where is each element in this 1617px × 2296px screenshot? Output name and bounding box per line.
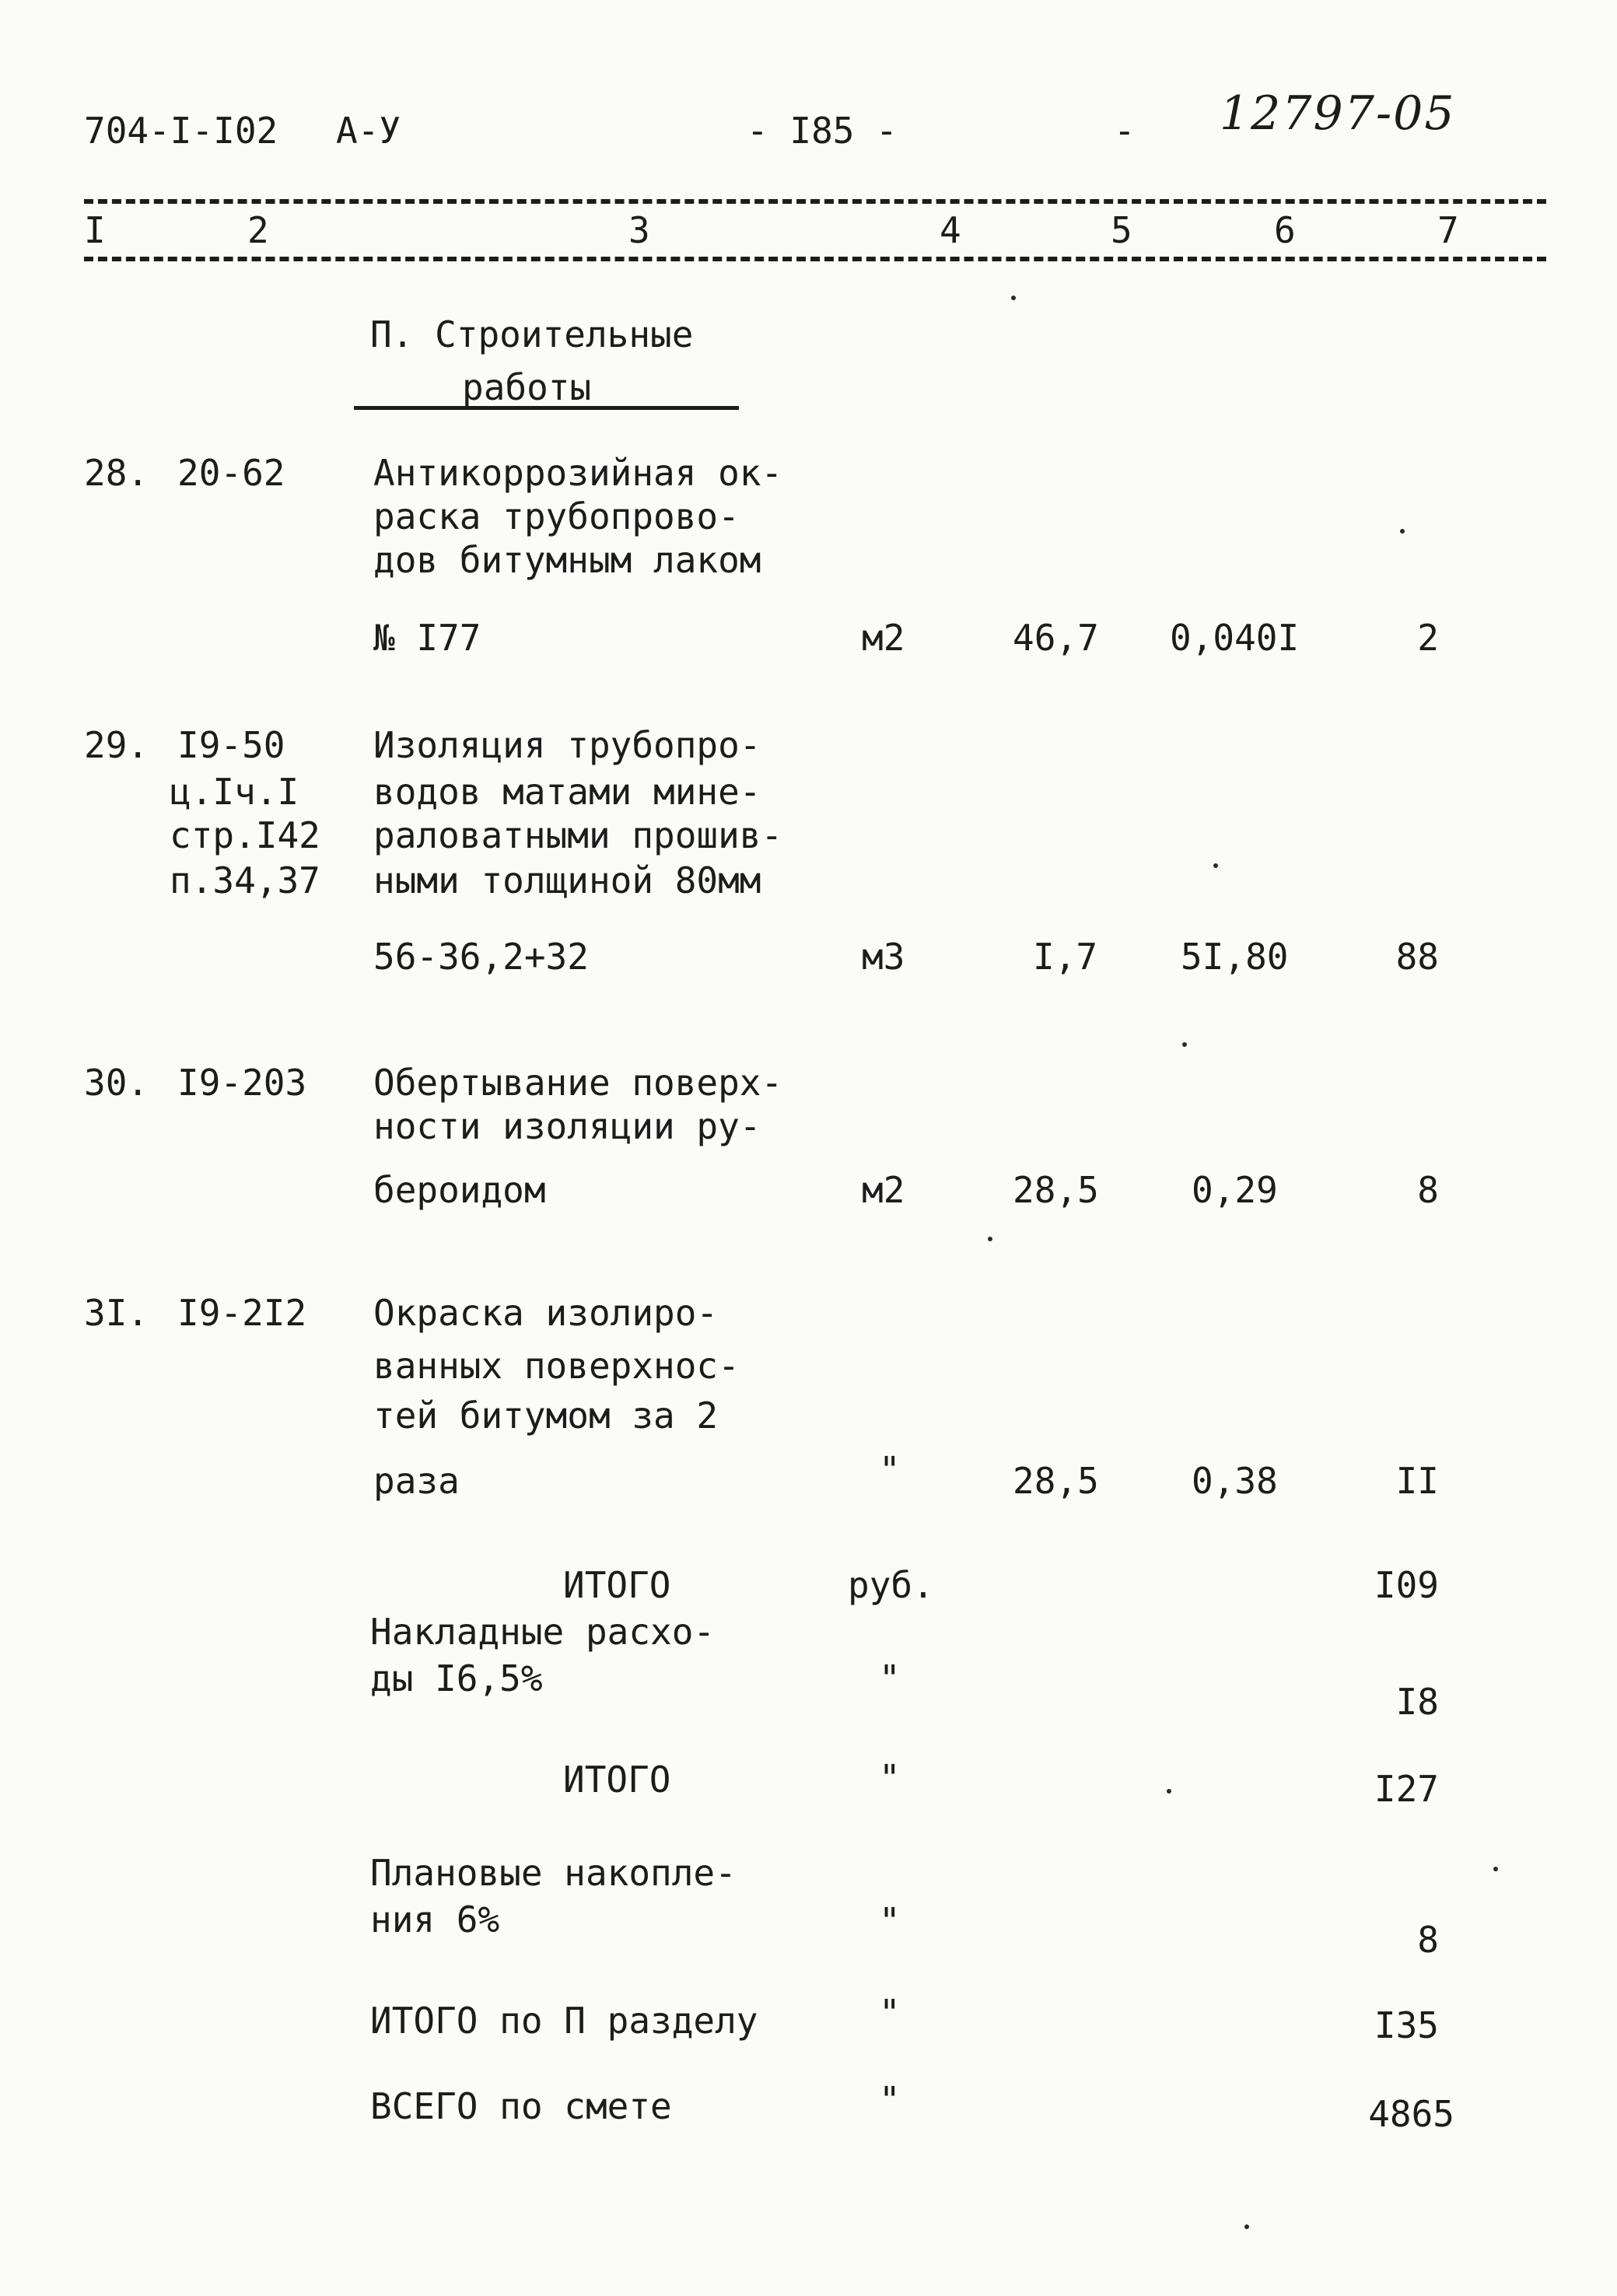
unit-price: 0,040I	[1170, 617, 1300, 659]
scan-speck	[1167, 1789, 1171, 1794]
column-number: I	[84, 209, 106, 251]
work-description: Обертывание поверх-	[373, 1062, 783, 1104]
total-value: I8	[1395, 1681, 1439, 1723]
unit: м3	[862, 936, 905, 978]
scan-speck	[1400, 529, 1405, 534]
total-unit: "	[879, 1900, 901, 1942]
total-value: I35	[1374, 2004, 1439, 2046]
total-cost: 8	[1417, 1169, 1439, 1211]
norm-code: I9-50	[177, 724, 285, 766]
total-cost: 88	[1395, 936, 1439, 978]
scan-speck	[1011, 296, 1016, 300]
column-numbers-row	[84, 208, 1546, 260]
scan-speck	[1493, 1867, 1498, 1871]
row-number: 30.	[84, 1062, 149, 1104]
row-number: 29.	[84, 724, 149, 766]
document-suffix: А-У	[336, 110, 401, 152]
total-value: 8	[1417, 1919, 1439, 1961]
total-value: 4865	[1368, 2093, 1454, 2135]
column-number: 2	[247, 209, 269, 251]
column-number: 6	[1274, 209, 1296, 251]
work-description: ными толщиной 80мм	[373, 859, 761, 901]
total-unit: "	[879, 2079, 901, 2121]
work-description: раза	[373, 1460, 460, 1502]
quantity: 46,7	[1013, 617, 1099, 659]
header-dash: -	[1114, 110, 1136, 152]
unit-price: 5I,80	[1181, 936, 1289, 978]
work-description: Изоляция трубопро-	[373, 724, 761, 766]
total-label: ИТОГО	[563, 1564, 671, 1606]
section-subtitle: работы	[462, 366, 592, 408]
norm-code: стр.I42	[170, 814, 320, 856]
total-unit: "	[879, 1757, 901, 1799]
total-label: ИТОГО	[563, 1759, 671, 1801]
column-number: 3	[628, 209, 650, 251]
column-header-bottom-rule	[84, 257, 1546, 261]
work-description: № I77	[373, 617, 481, 659]
total-value: I27	[1374, 1768, 1439, 1810]
work-description: ности изоляции ру-	[373, 1105, 761, 1147]
scan-speck	[988, 1237, 992, 1241]
norm-code: ц.Iч.I	[170, 771, 299, 813]
unit: "	[879, 1449, 901, 1491]
work-description: Антикоррозийная ок-	[373, 452, 783, 494]
total-label: Плановые накопле-	[370, 1852, 737, 1894]
norm-code: I9-203	[177, 1062, 307, 1104]
unit: м2	[862, 1169, 905, 1211]
total-unit: "	[879, 1657, 901, 1699]
total-value: I09	[1374, 1564, 1439, 1606]
work-description: раловатными прошив-	[373, 814, 783, 856]
total-cost: 2	[1417, 617, 1439, 659]
page-number: - I85 -	[747, 110, 898, 152]
column-number: 4	[940, 209, 961, 251]
norm-code: 20-62	[177, 452, 285, 494]
row-number: 3I.	[84, 1292, 149, 1334]
total-label: ВСЕГО по смете	[370, 2085, 672, 2127]
column-number: 7	[1437, 209, 1459, 251]
scan-speck	[1182, 1042, 1187, 1047]
scan-speck	[1213, 863, 1218, 868]
archive-number: 12797-05	[1220, 86, 1456, 141]
unit-price: 0,29	[1192, 1169, 1278, 1211]
work-description: ванных поверхнос-	[373, 1345, 740, 1387]
total-label: ИТОГО по П разделу	[370, 2000, 758, 2042]
section-title-underline	[354, 406, 739, 410]
work-description: Окраска изолиро-	[373, 1292, 719, 1334]
total-label: ния 6%	[370, 1899, 500, 1941]
quantity: 28,5	[1013, 1460, 1099, 1502]
section-title: П. Строительные	[370, 313, 694, 355]
work-description: тей битумом за 2	[373, 1395, 719, 1437]
total-label: Накладные расхо-	[370, 1611, 716, 1653]
document-code: 704-I-I02	[84, 110, 278, 152]
row-number: 28.	[84, 452, 149, 494]
norm-code: I9-2I2	[177, 1292, 307, 1334]
scan-speck	[1244, 2224, 1249, 2229]
unit: м2	[862, 617, 905, 659]
norm-code: п.34,37	[170, 859, 320, 901]
quantity: I,7	[1033, 936, 1098, 978]
unit-price: 0,38	[1192, 1460, 1278, 1502]
total-unit: "	[879, 1992, 901, 2034]
work-description: 56-36,2+32	[373, 936, 589, 978]
column-number: 5	[1111, 209, 1132, 251]
work-description: бероидом	[373, 1169, 546, 1211]
work-description: дов битумным лаком	[373, 539, 761, 581]
total-unit: руб.	[848, 1564, 934, 1606]
work-description: водов матами мине-	[373, 771, 761, 813]
column-header-top-rule	[84, 199, 1546, 204]
quantity: 28,5	[1013, 1169, 1099, 1211]
total-label: ды I6,5%	[370, 1657, 543, 1699]
total-cost: II	[1395, 1460, 1439, 1502]
work-description: раска трубопрово-	[373, 495, 740, 537]
